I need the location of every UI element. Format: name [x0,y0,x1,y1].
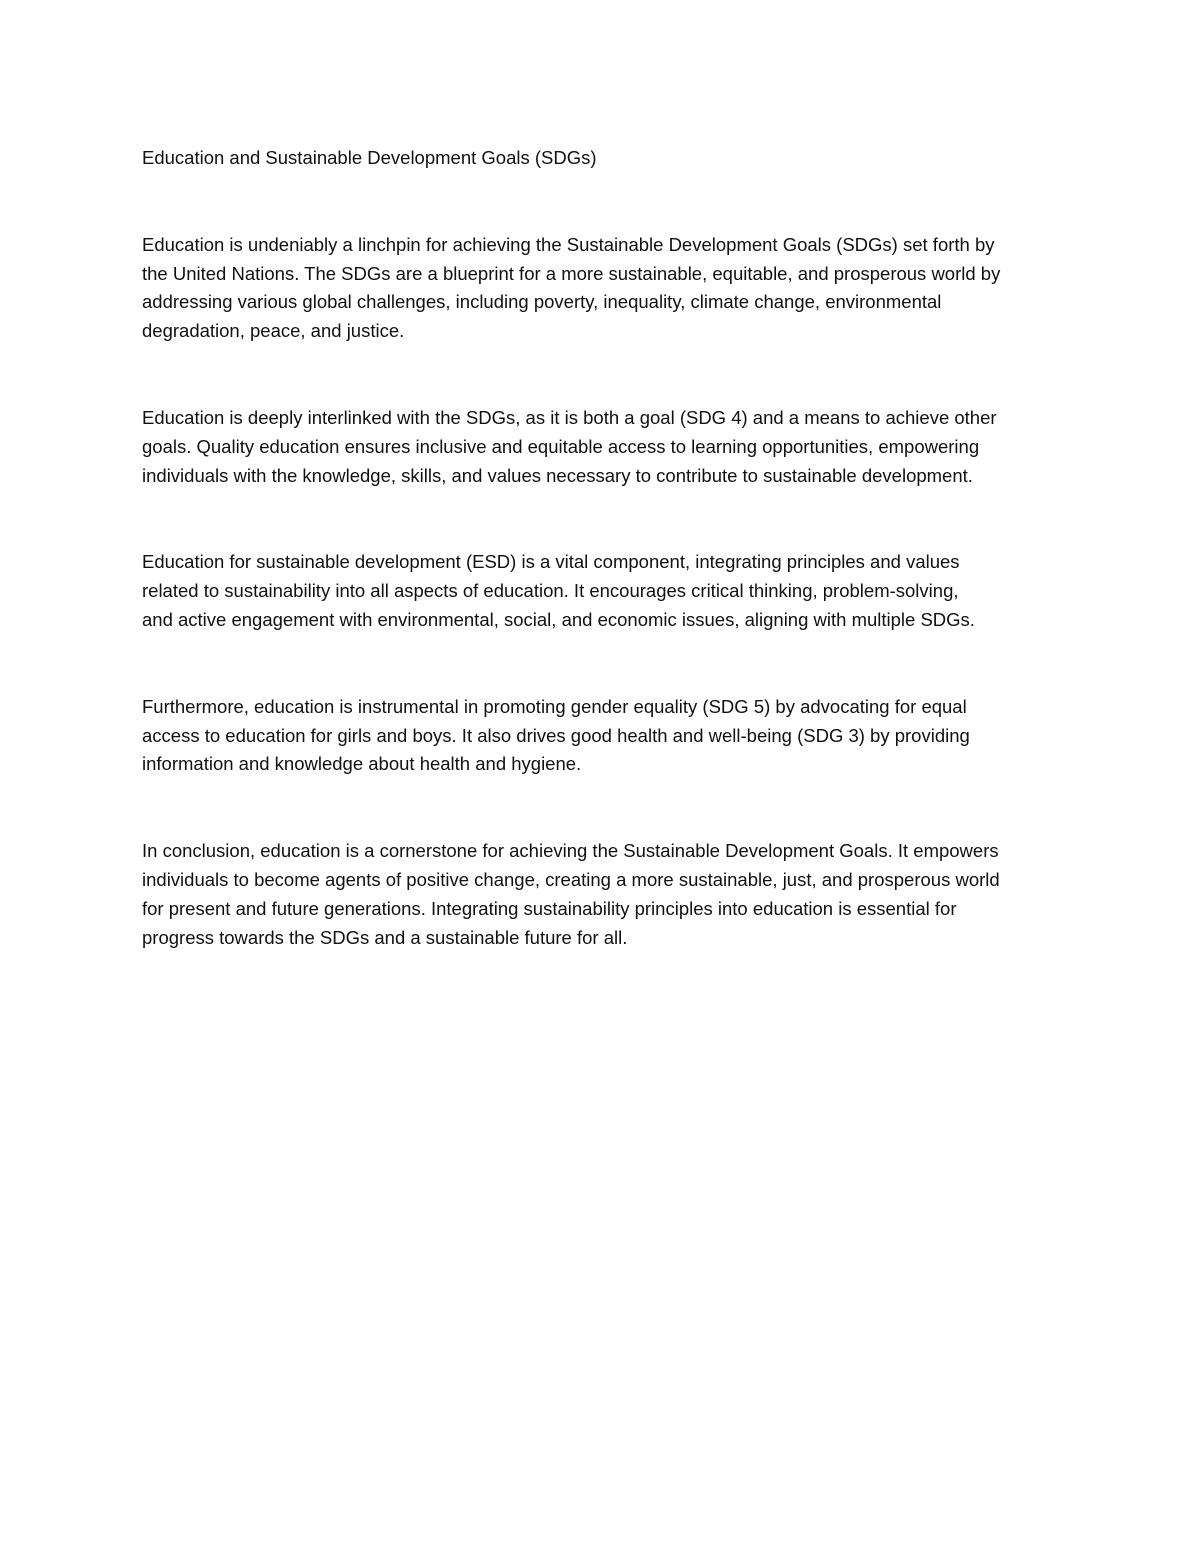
text-line: progress towards the SDGs and a sustainable future for all. [142,926,628,948]
text-line: addressing various global challenges, including poverty, inequality, climate change, environmental [142,291,942,313]
text-line: Education is undeniably a linchpin for achieving the Sustainable Development Goals (SDGs) set forth by [142,233,995,255]
text-line: degradation, peace, and justice. [142,320,405,342]
text-line: information and knowledge about health and hygiene. [142,753,582,775]
document-body [142,144,1077,1010]
paragraph-gender-health [142,693,1077,779]
text-line: individuals with the knowledge, skills, and values necessary to contribute to sustainable development. [142,464,973,486]
text-line: Education is deeply interlinked with the SDGs, as it is both a goal (SDG 4) and a means to achieve other [142,406,997,428]
paragraph-esd [142,548,1077,634]
text-line: Education for sustainable development (ESD) is a vital component, integrating principles and values [142,551,960,573]
text-line: for present and future generations. Integrating sustainability principles into education is essential for [142,897,957,919]
text-line: related to sustainability into all aspects of education. It encourages critical thinking, problem-solving, [142,580,959,602]
document-title: Education and Sustainable Development Goals (SDGs) [142,147,597,168]
text-line: the United Nations. The SDGs are a blueprint for a more sustainable, equitable, and prosperous world by [142,262,1001,284]
text-line: access to education for girls and boys. It also drives good health and well-being (SDG 3) by providing [142,724,970,746]
paragraph-introduction [142,231,1077,346]
text-line: goals. Quality education ensures inclusive and equitable access to learning opportunities, empowering [142,435,980,457]
text-line: individuals to become agents of positive change, creating a more sustainable, just, and prosperous world [142,868,1000,890]
text-line: and active engagement with environmental, social, and economic issues, aligning with multiple SDGs. [142,608,975,630]
paragraph-interlinked [142,404,1077,490]
paragraph-conclusion [142,837,1077,952]
text-line: Furthermore, education is instrumental in promoting gender equality (SDG 5) by advocating for equal [142,695,967,717]
text-line: In conclusion, education is a cornerstone for achieving the Sustainable Development Goals. It empowers [142,840,999,862]
